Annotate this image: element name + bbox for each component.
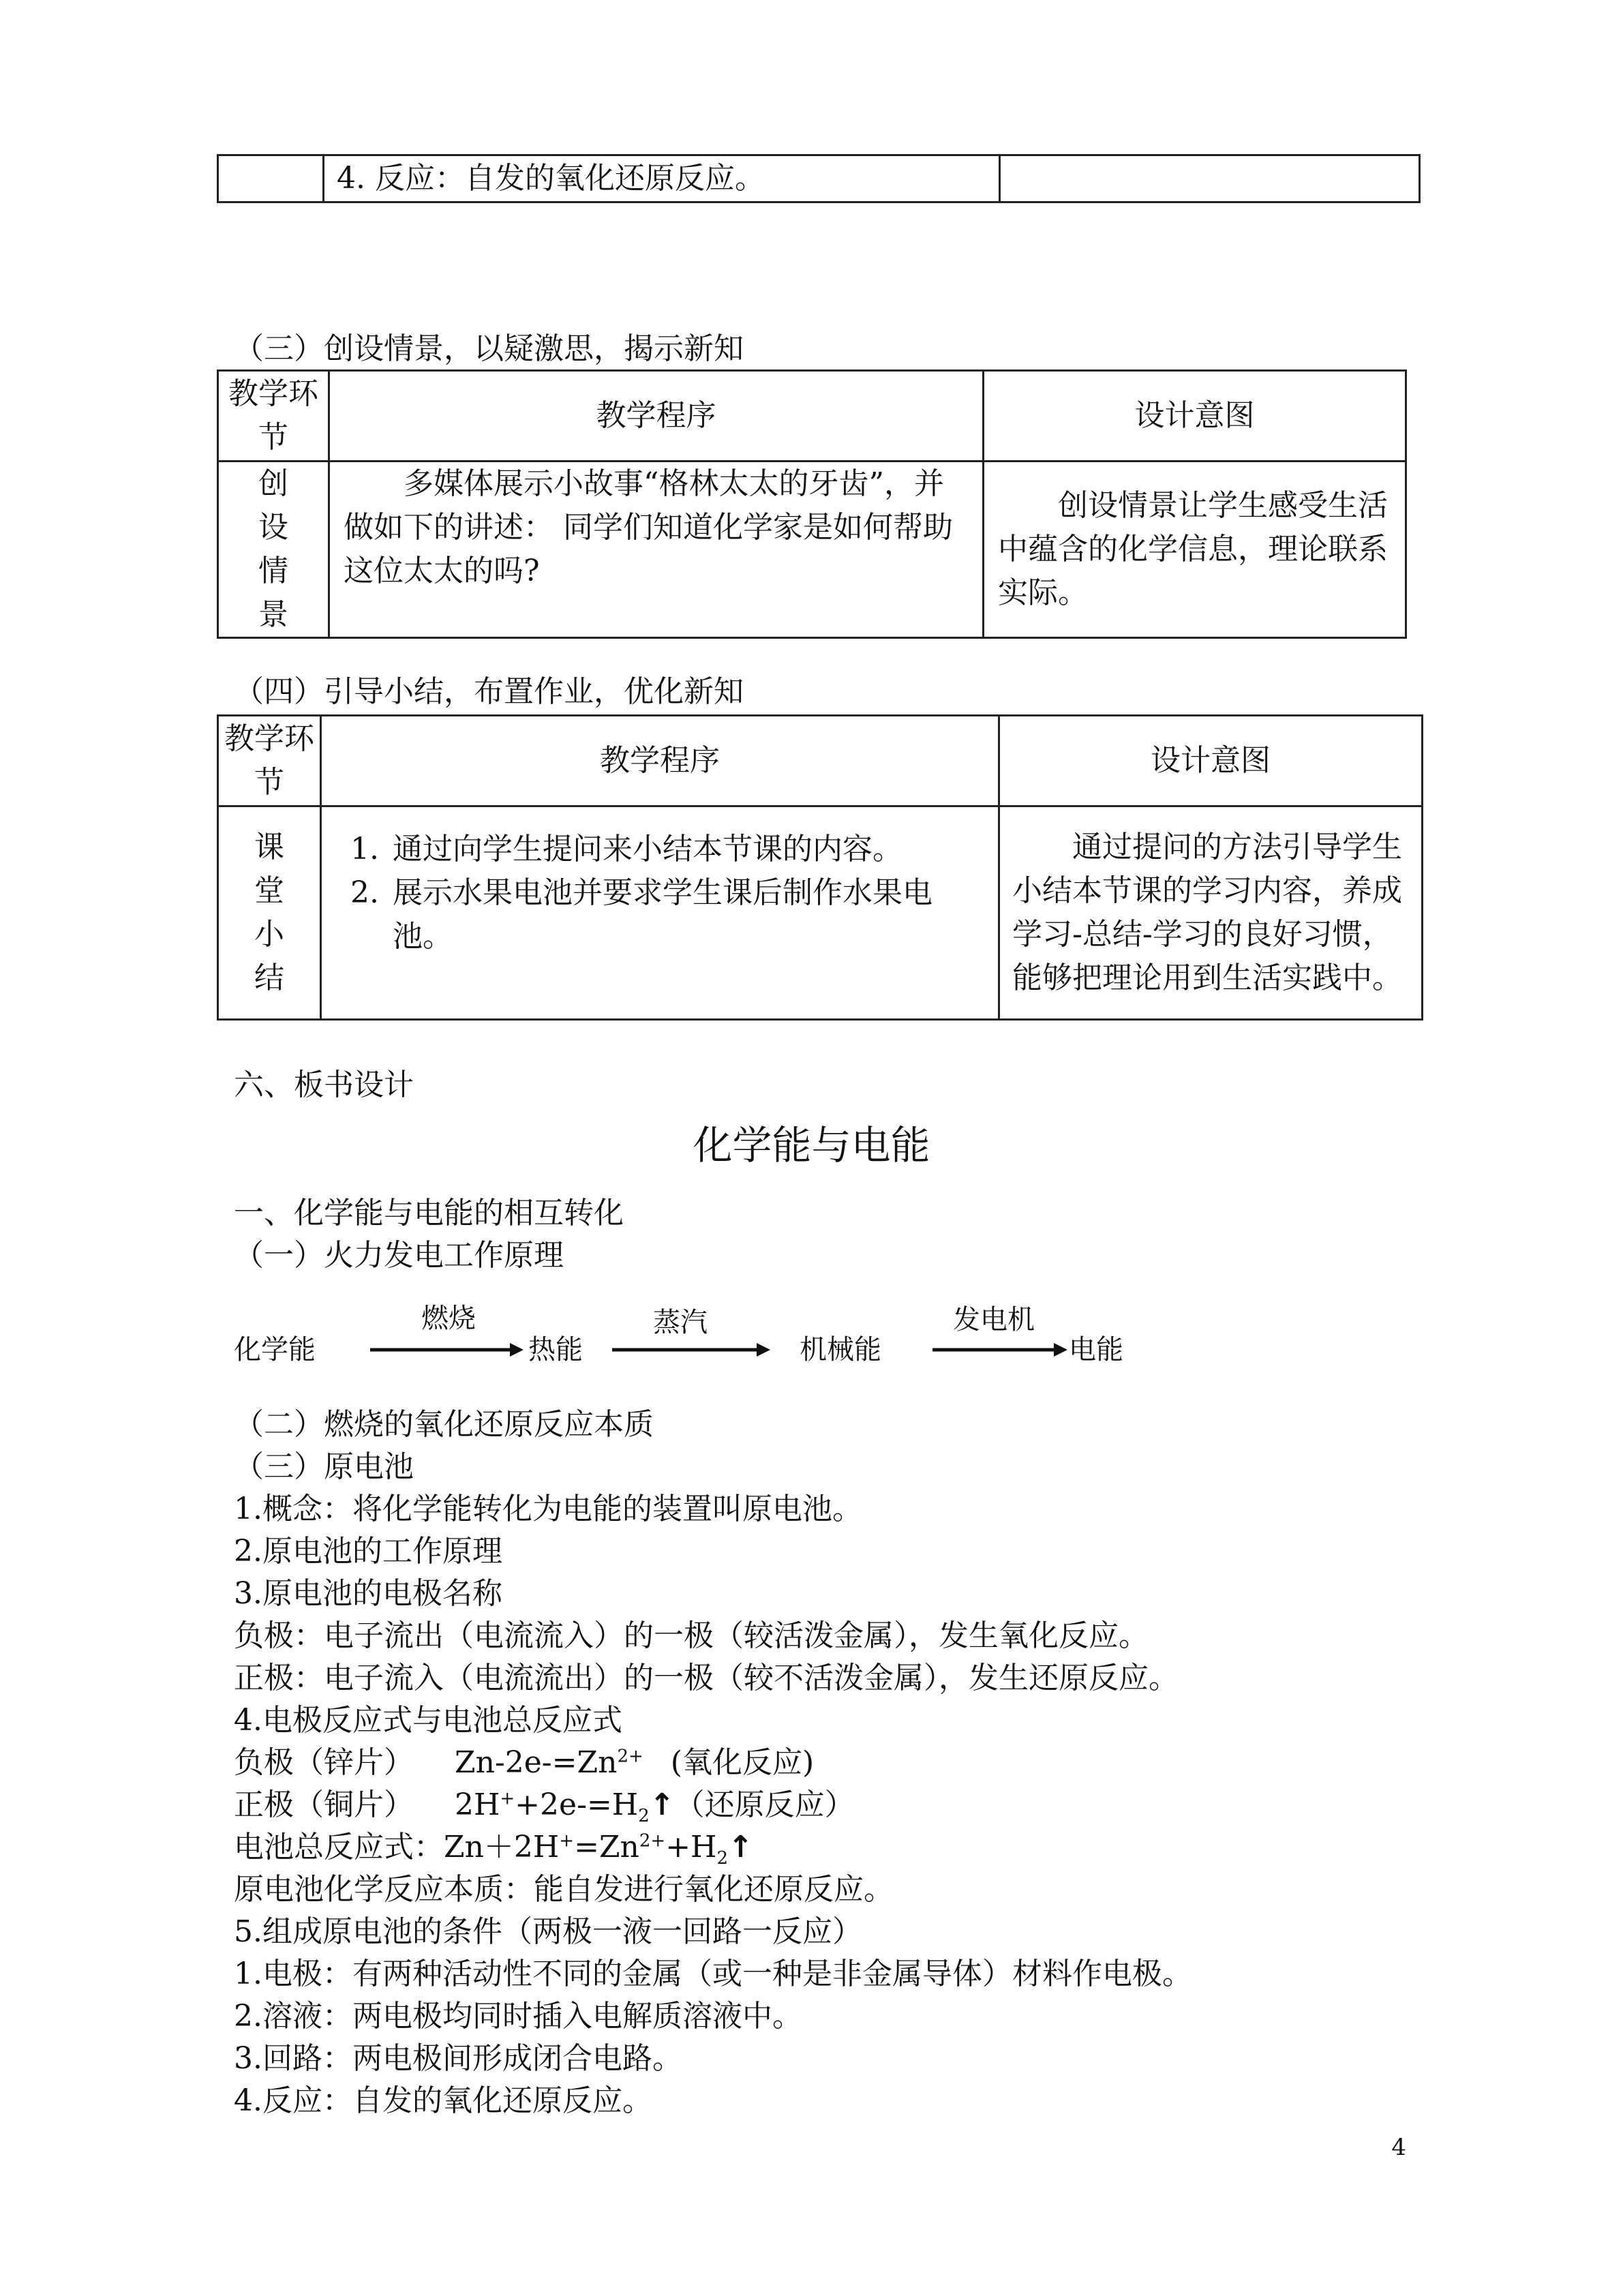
table-header-row — [218, 716, 1423, 806]
list-item: 2. 展示水果电池并要求学生课后制作水果电池。 — [389, 871, 984, 958]
procedure-cell — [329, 462, 984, 638]
eq-note: (氧化反应) — [670, 1745, 815, 1780]
flow-node: 化学能 — [234, 1334, 316, 1365]
board-sub1: 一、化学能与电能的相互转化 — [234, 1196, 624, 1230]
flow-node: 电能 — [1069, 1334, 1123, 1365]
eq-charge: 2+ — [617, 1746, 643, 1767]
table-cell-content: 4. 反应：自发的氧化还原反应。 — [324, 155, 1000, 202]
flow-arrow-label: 燃烧 — [421, 1303, 476, 1334]
eq-charge: + — [559, 1830, 575, 1852]
board-line: 1.概念：将化学能转化为电能的装置叫原电池。 — [234, 1492, 862, 1526]
table-cell-empty — [1000, 155, 1420, 202]
board-line: 3.原电池的电极名称 — [234, 1576, 502, 1611]
procedure-list — [335, 828, 984, 958]
header-intent: 设计意图 — [984, 371, 1406, 462]
equation-total — [234, 1827, 753, 1868]
flow-arrows-2 — [612, 1336, 789, 1363]
gas-arrow-icon: ↑ — [727, 1830, 753, 1864]
header-procedure: 教学程序 — [321, 716, 999, 806]
eq-label: 正极（铜片） — [234, 1787, 414, 1822]
header-stage: 教学环节 — [218, 371, 329, 462]
top-table — [217, 154, 1421, 203]
eq-label: 负极（锌片） — [234, 1745, 414, 1780]
gas-arrow-icon: ↑ — [649, 1787, 675, 1822]
section3-table — [217, 369, 1407, 639]
equation-negative — [234, 1742, 814, 1783]
eq-charge: 2+ — [639, 1830, 666, 1852]
board-line: 负极：电子流出（电流流入）的一极（较活泼金属），发生氧化反应。 — [234, 1618, 1149, 1653]
page-number: 4 — [1391, 2134, 1406, 2161]
eq-label: 电池总反应式： — [234, 1830, 444, 1864]
eq-formula: +H — [665, 1830, 717, 1864]
table-row — [218, 462, 1406, 638]
eq-formula: 2H — [455, 1787, 500, 1822]
equation-positive — [234, 1785, 855, 1826]
board-line: 正极：电子流入（电流流出）的一极（较不活泼金属），发生还原反应。 — [234, 1661, 1179, 1695]
board-line: 1.电极：有两种活动性不同的金属（或一种是非金属导体）材料作电极。 — [234, 1957, 1192, 1991]
eq-subscript: 2 — [638, 1805, 650, 1826]
table-cell-empty — [218, 155, 324, 202]
board-line: 2.原电池的工作原理 — [234, 1534, 502, 1569]
table-header-row — [218, 371, 1406, 462]
list-item: 1. 通过向学生提问来小结本节课的内容。 — [389, 828, 984, 871]
flow-arrow-label: 发电机 — [953, 1304, 1035, 1335]
eq-subscript: 2 — [716, 1847, 728, 1869]
section4-table — [217, 714, 1423, 1021]
table-row — [218, 806, 1423, 1020]
eq-formula: Zn-2e-=Zn — [455, 1745, 618, 1780]
procedure-cell — [321, 806, 999, 1020]
board-line: 5.组成原电池的条件（两极一液一回路一反应） — [234, 1914, 862, 1949]
procedure-text: 多媒体展示小故事“格林太太的牙齿”，并做如下的讲述： 同学们知道化学家是如何帮助这位太太的吗? — [344, 466, 953, 588]
intent-cell — [984, 462, 1406, 638]
intent-text: 创设情景让学生感受生活中蕴含的化学信息，理论联系实际。 — [998, 488, 1388, 610]
stage-cell: 创设情景 — [218, 462, 329, 638]
section4-heading: （四）引导小结，布置作业，优化新知 — [234, 674, 744, 709]
eq-formula: Zn＋2H — [444, 1830, 560, 1864]
flow-arrow-label: 蒸汽 — [653, 1307, 708, 1338]
arrow-head — [510, 1343, 524, 1357]
board-line: （二）燃烧的氧化还原反应本质 — [234, 1407, 654, 1442]
board-heading: 六、板书设计 — [234, 1068, 414, 1102]
section3-heading: （三）创设情景，以疑激思，揭示新知 — [234, 331, 744, 366]
arrow-head — [757, 1343, 770, 1357]
power-flow-diagram — [234, 1302, 1188, 1377]
board-line: 4.反应：自发的氧化还原反应。 — [234, 2083, 652, 2118]
intent-cell — [999, 806, 1423, 1020]
table-row — [218, 155, 1420, 202]
eq-note: （还原反应） — [674, 1787, 855, 1822]
header-procedure: 教学程序 — [329, 371, 984, 462]
eq-formula: =Zn — [574, 1830, 639, 1864]
stage-cell: 课堂小结 — [218, 806, 321, 1020]
header-intent: 设计意图 — [999, 716, 1423, 806]
flow-node: 机械能 — [800, 1334, 881, 1365]
board-sub1a: （一）火力发电工作原理 — [234, 1238, 564, 1273]
arrow-head — [1054, 1343, 1067, 1357]
eq-formula: +2e-=H — [515, 1787, 639, 1822]
flow-node: 热能 — [528, 1334, 583, 1365]
eq-charge: + — [500, 1788, 515, 1809]
header-stage: 教学环节 — [218, 716, 321, 806]
board-line: 原电池化学反应本质：能自发进行氧化还原反应。 — [234, 1872, 894, 1907]
board-line: （三）原电池 — [234, 1449, 414, 1484]
board-line: 2.溶液：两电极均同时插入电解质溶液中。 — [234, 1999, 802, 2034]
intent-text: 通过提问的方法引导学生小结本节课的学习内容，养成学习-总结-学习的良好习惯，能够把理论用到生活实践中。 — [1012, 830, 1402, 995]
board-line: 3.回路：两电极间形成闭合电路。 — [234, 2041, 682, 2076]
board-line: 4.电极反应式与电池总反应式 — [234, 1703, 622, 1738]
board-title: 化学能与电能 — [693, 1122, 930, 1168]
